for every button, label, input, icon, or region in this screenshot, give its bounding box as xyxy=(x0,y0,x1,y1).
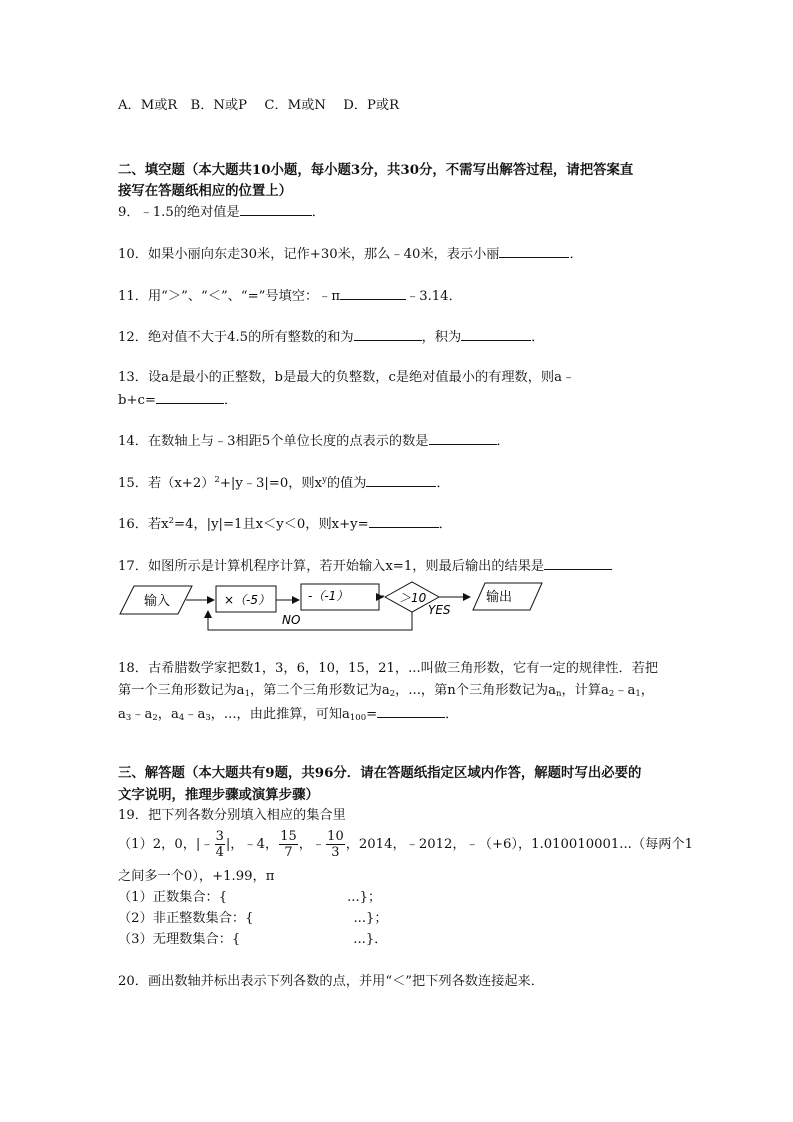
q18-sub4: 4 xyxy=(178,713,185,723)
q10-text: 10．如果小丽向东走30米，记作+30米，那么﹣40米，表示小丽 xyxy=(118,247,500,262)
q18-l2f: ， xyxy=(640,683,654,698)
q15-mid: +|y﹣3|=0，则x xyxy=(219,476,323,491)
q19-p3: ，﹣ xyxy=(298,837,326,852)
section3-header-line2: 文字说明，推理步骤或演算步骤） xyxy=(118,787,319,803)
question-20: 20．画出数轴并标出表示下列各数的点，并用“＜”把下列各数连接起来． xyxy=(118,974,544,989)
q19-set1-end: ...}； xyxy=(347,890,382,905)
q16-exp: 2 xyxy=(168,516,175,526)
q17-answer-blank[interactable] xyxy=(544,556,612,570)
q17-flowchart xyxy=(118,580,638,636)
q15-pre: 15．若（x+2） xyxy=(118,476,215,491)
q18-sub2b: 2 xyxy=(608,689,615,699)
q12-product-blank[interactable] xyxy=(461,327,531,341)
q18-l3d: ﹣a xyxy=(184,707,206,722)
q18-l2c: ，...，第n个三角形数记为a xyxy=(395,683,556,698)
question-14 xyxy=(118,431,510,451)
frac3-denominator: 3 xyxy=(331,845,340,860)
frac1-numerator: 3 xyxy=(215,829,224,844)
flow-no-label: NO xyxy=(282,613,301,627)
question-18-line3 xyxy=(118,704,458,724)
q19-p2: |，﹣4， xyxy=(225,837,279,852)
q19-set2-end: ...}； xyxy=(353,911,388,926)
question-18-line2 xyxy=(118,682,654,700)
question-11 xyxy=(118,286,462,306)
q10-answer-blank[interactable] xyxy=(499,244,569,258)
frac1-denominator: 4 xyxy=(215,845,224,860)
flow-output-label: 输出 xyxy=(486,590,513,605)
q19-set1-label: （1）正数集合：{ xyxy=(118,890,228,905)
q9-answer-blank[interactable] xyxy=(240,202,312,216)
flow-multiply-label: ×（-5） xyxy=(224,593,271,607)
q14-text: 14．在数轴上与﹣3相距5个单位长度的点表示的数是 xyxy=(118,434,429,449)
q16-end: ． xyxy=(438,517,452,532)
q18-l2b: ，第二个三角形数记为a xyxy=(249,683,390,698)
flow-input-label: 输入 xyxy=(144,594,171,609)
question-17 xyxy=(118,556,612,576)
q17-text: 17．如图所示是计算机程序计算，若开始输入x=1，则最后输出的结果是 xyxy=(118,559,545,574)
flow-minus-label: -（-1） xyxy=(308,589,349,603)
question-16 xyxy=(118,514,452,534)
q11-text: 11．用“＞”、“＜”、“=”号填空：﹣π xyxy=(118,289,341,304)
q15-exp: 2 xyxy=(214,475,220,485)
q11-after: ﹣3.14． xyxy=(406,289,462,304)
q12-text: 12．绝对值不大于4.5的所有整数的和为 xyxy=(118,330,354,345)
q19-set-irrational xyxy=(118,931,387,949)
q18-l2a: 第一个三角形数记为a xyxy=(118,683,245,698)
q19-fraction-15-7 xyxy=(279,829,298,860)
q18-l3b: ﹣a xyxy=(131,707,153,722)
question-10 xyxy=(118,244,583,264)
q18-end: ． xyxy=(445,707,459,722)
q12-mid: ，积为 xyxy=(421,330,462,345)
flow-decision-label: ＞10 xyxy=(399,591,427,605)
frac3-numerator: 10 xyxy=(327,829,344,844)
q19-set3-label: （3）无理数集合：{ xyxy=(118,932,241,947)
q18-sub100: 100 xyxy=(349,713,367,723)
q14-answer-blank[interactable] xyxy=(429,431,497,445)
q15-exp2: y xyxy=(322,475,327,485)
q18-l3a: a xyxy=(118,707,126,722)
flow-yes-label: YES xyxy=(428,603,451,617)
q18-sub1b: 1 xyxy=(635,689,641,699)
q15-answer-blank[interactable] xyxy=(366,473,436,487)
q15-end: ． xyxy=(436,476,450,491)
q18-sub3: 3 xyxy=(125,713,132,723)
frac2-numerator: 15 xyxy=(280,829,297,844)
question-19-numbers xyxy=(118,828,693,862)
section2-header-line2: 接写在答题纸相应的位置上） xyxy=(118,183,293,199)
q16-answer-blank[interactable] xyxy=(369,514,439,528)
question-15 xyxy=(118,473,450,493)
frac2-denominator: 7 xyxy=(284,845,293,860)
q18-sub3b: 3 xyxy=(205,713,211,723)
q9-text: 9．﹣1.5的绝对值是 xyxy=(118,205,240,220)
q19-set-nonpositive-integer xyxy=(118,910,388,928)
question-19-title: 19．把下列各数分别填入相应的集合里 xyxy=(118,808,346,823)
q18-answer-blank[interactable] xyxy=(377,704,445,718)
section2-header-line1: 二、填空题（本大题共10小题，每小题3分，共30分，不需写出解答过程，请把答案直 xyxy=(118,162,634,178)
question-13-line2 xyxy=(118,390,237,410)
question-19-line3: 之间多一个0），+1.99，π xyxy=(118,869,275,884)
q10-end: ． xyxy=(569,247,583,262)
q15-post: 的值为 xyxy=(326,476,367,491)
q18-l2d: ，计算a xyxy=(561,683,609,698)
q13-line2-text: b+c= xyxy=(118,393,156,408)
q19-fraction-10-3 xyxy=(326,829,345,860)
section3-header-line1: 三、解答题（本大题共有9题，共96分．请在答题纸指定区域内作答，解题时写出必要的 xyxy=(118,765,642,781)
q16-post: =4，|y|=1且x＜y＜0，则x+y= xyxy=(174,517,369,532)
q14-end: ． xyxy=(496,434,510,449)
question-9 xyxy=(118,202,325,222)
q11-answer-blank[interactable] xyxy=(340,286,406,300)
question-13-line1: 13．设a是最小的正整数，b是最大的负整数，c是绝对值最小的有理数，则a﹣ xyxy=(118,370,576,385)
q19-set-positive xyxy=(118,889,381,907)
q12-sum-blank[interactable] xyxy=(354,327,422,341)
q18-l3e: ，...，由此推算，可知a xyxy=(210,707,350,722)
flow-arrow-no-loop xyxy=(208,611,412,630)
q13-answer-blank[interactable] xyxy=(156,390,224,404)
q8-options: A．M或R B．N或P C．M或N D．P或R xyxy=(118,98,400,113)
question-18-line1: 18．古希腊数学家把数1，3，6，10，15，21，...叫做三角形数，它有一定的规律性．若把 xyxy=(118,661,659,676)
q12-end: ． xyxy=(531,330,545,345)
q19-set3-end: ...}． xyxy=(353,932,388,947)
q18-subn: n xyxy=(555,689,562,699)
q18-sub1: 1 xyxy=(244,689,250,699)
q19-fraction-3-4 xyxy=(215,829,225,860)
q18-l3f: = xyxy=(366,707,378,722)
q16-pre: 16．若x xyxy=(118,517,169,532)
q18-sub2: 2 xyxy=(389,689,396,699)
question-12 xyxy=(118,327,544,347)
q18-sub2c: 2 xyxy=(152,713,158,723)
q9-end: ． xyxy=(311,205,325,220)
q18-l2e: ﹣a xyxy=(614,683,636,698)
q19-p4: ，2014，﹣2012，﹣（+6），1.010010001...（每两个1 xyxy=(345,837,693,852)
q13-end: ． xyxy=(223,393,238,408)
q18-l3c: ，a xyxy=(157,707,179,722)
q19-p1: （1）2，0，|﹣ xyxy=(118,837,214,852)
q19-set2-label: （2）非正整数集合：{ xyxy=(118,911,254,926)
